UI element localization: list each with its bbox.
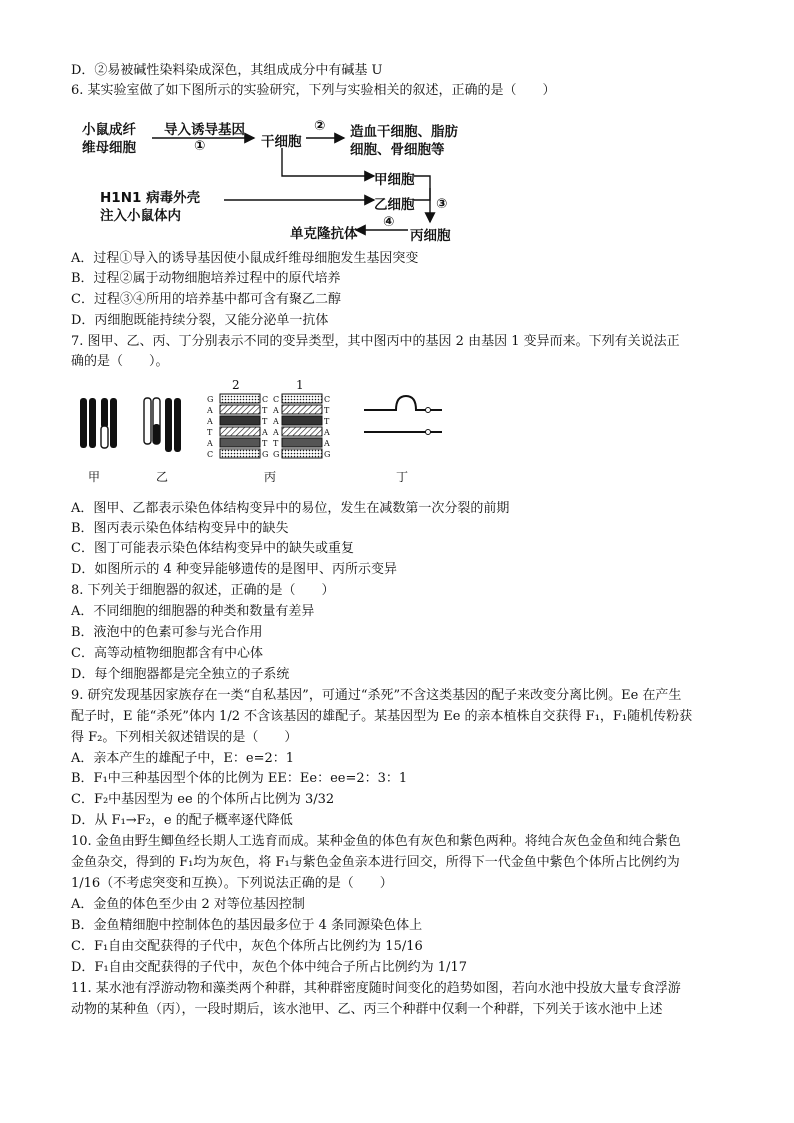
q7-stem-line2: 确的是（ ）。 [71, 354, 169, 369]
q7-label-yi: 乙 [156, 470, 169, 484]
q6-option-c: C．过程③④所用的培养基中都可含有聚乙二醇 [71, 292, 341, 307]
q7-figure [70, 378, 470, 486]
q7-gene1-strand [282, 394, 322, 458]
q10-stem-line3: 1/16（不考虑突变和互换）。下列说法正确的是（ ） [71, 876, 393, 891]
q7-label-bing: 丙 [264, 470, 277, 484]
q7-option-d: D．如图所示的 4 种变异能够遗传的是图甲、丙所示变异 [71, 562, 397, 577]
q7-chromosome-yi [138, 394, 198, 454]
q7-gene1-right-bases: C T T A A G [324, 395, 331, 459]
q6-arrow4-number: ④ [383, 214, 395, 230]
q7-gene1-label: 1 [296, 378, 304, 392]
q7-gene2-strand [220, 394, 260, 458]
q10-option-b: B．金鱼精细胞中控制体色的基因最多位于 4 条同源染色体上 [71, 918, 423, 933]
q8-option-d: D．每个细胞器都是完全独立的子系统 [71, 667, 290, 682]
q11-stem-line2: 动物的某种鱼（丙），一段时期后，该水池甲、乙、丙三个种群中仅剩一个种群，下列关于该水池中上述 [71, 1002, 663, 1017]
q6-arrow2-number: ② [314, 118, 326, 134]
q6-cell-bing: 丙细胞 [410, 228, 451, 244]
q9-option-b: B．F₁中三种基因型个体的比例为 EE：Ee：ee=2：3：1 [71, 771, 408, 786]
q7-option-a: A．图甲、乙都表示染色体结构变异中的易位，发生在减数第一次分裂的前期 [71, 501, 510, 516]
q6-option-d: D．丙细胞既能持续分裂，又能分泌单一抗体 [71, 313, 329, 328]
q10-stem-line2: 金鱼杂交，得到的 F₁均为灰色，将 F₁与紫色金鱼亲本进行回交，所得下一代金鱼中紫色个体所占比例约为 [71, 855, 680, 870]
q6-option-a: A．过程①导入的诱导基因使小鼠成纤维母细胞发生基因突变 [71, 251, 419, 266]
q10-stem-line1: 10. 金鱼由野生鲫鱼经长期人工选育而成。某种金鱼的体色有灰色和紫色两种。将纯合灰色金鱼和纯合紫色 [71, 834, 681, 849]
q9-option-a: A．亲本产生的雄配子中，E：e=2：1 [71, 751, 295, 766]
q6-cell-yi: 乙细胞 [374, 197, 415, 213]
q5-option-d: D．②易被碱性染料染成深色，其组成成分中有碱基 U [71, 63, 383, 78]
q10-option-d: D．F₁自由交配获得的子代中，灰色个体中纯合子所占比例约为 1/17 [71, 960, 467, 975]
q7-label-ding: 丁 [396, 470, 409, 484]
q7-chromosome-ding [362, 394, 452, 444]
q6-source-line2: 维母细胞 [82, 140, 136, 156]
q11-stem-line1: 11. 某水池有浮游动物和藻类两个种群，其种群密度随时间变化的趋势如图，若向水池中投放大量专食浮游 [71, 981, 681, 996]
q6-arrow1-number: ① [194, 138, 206, 154]
q9-stem-line3: 得 F₂。下列相关叙述错误的是（ ） [71, 730, 298, 745]
q9-option-c: C．F₂中基因型为 ee 的个体所占比例为 3/32 [71, 792, 335, 807]
q10-option-c: C．F₁自由交配获得的子代中，灰色个体所占比例约为 15/16 [71, 939, 423, 954]
q7-gene2-bases: G A A T A C [207, 395, 214, 459]
q7-chromosome-jia [74, 394, 134, 454]
q6-arrow1-label: 导入诱导基因 [164, 122, 245, 138]
q7-gene1-left-bases: C A A A T G [273, 395, 280, 459]
q6-antibody: 单克隆抗体 [290, 226, 358, 242]
q10-option-a: A．金鱼的体色至少由 2 对等位基因控制 [71, 897, 305, 912]
q6-cell-jia: 甲细胞 [374, 172, 415, 188]
q6-virus-line2: 注入小鼠体内 [100, 208, 181, 224]
q9-stem-line2: 配子时，E 能“杀死”体内 1/2 不含该基因的雄配子。某基因型为 Ee 的亲本植株自交获得 F₁，F₁随机传粉获 [71, 709, 693, 724]
q6-stem-cell: 干细胞 [261, 134, 302, 150]
q6-result-line1: 造血干细胞、脂肪 [350, 124, 458, 140]
q7-gene2-right-bases: C T T A T G [262, 395, 269, 459]
q6-virus-line1: H1N1 病毒外壳 [100, 190, 201, 206]
q6-result-line2: 细胞、骨细胞等 [350, 142, 445, 158]
q9-stem-line1: 9. 研究发现基因家族存在一类“自私基因”，可通过“杀死”不含这类基因的配子来改变分离比例。Ee 在产生 [71, 688, 682, 703]
q6-stem: 6. 某实验室做了如下图所示的实验研究，下列与实验相关的叙述，正确的是（ ） [71, 83, 556, 98]
q6-option-b: B．过程②属于动物细胞培养过程中的原代培养 [71, 271, 341, 286]
q8-option-b: B．液泡中的色素可参与光合作用 [71, 625, 263, 640]
q7-option-c: C．图丁可能表示染色体结构变异中的缺失或重复 [71, 541, 354, 556]
q8-stem: 8. 下列关于细胞器的叙述，正确的是（ ） [71, 583, 335, 598]
q8-option-a: A．不同细胞的细胞器的种类和数量有差异 [71, 604, 315, 619]
q6-figure [78, 110, 478, 250]
q7-dna-bing [206, 392, 336, 466]
q8-option-c: C．高等动植物细胞都含有中心体 [71, 646, 263, 661]
q7-label-jia: 甲 [88, 470, 101, 484]
q6-source-line1: 小鼠成纤 [82, 122, 136, 138]
q9-option-d: D．从 F₁→F₂，e 的配子概率逐代降低 [71, 813, 293, 828]
q7-stem-line1: 7. 图甲、乙、丙、丁分别表示不同的变异类型，其中图丙中的基因 2 由基因 1 变异而来。下列有关说法正 [71, 334, 680, 349]
q6-arrow3-number: ③ [436, 196, 448, 212]
q7-option-b: B．图丙表示染色体结构变异中的缺失 [71, 521, 289, 536]
q7-gene2-label: 2 [232, 378, 240, 392]
